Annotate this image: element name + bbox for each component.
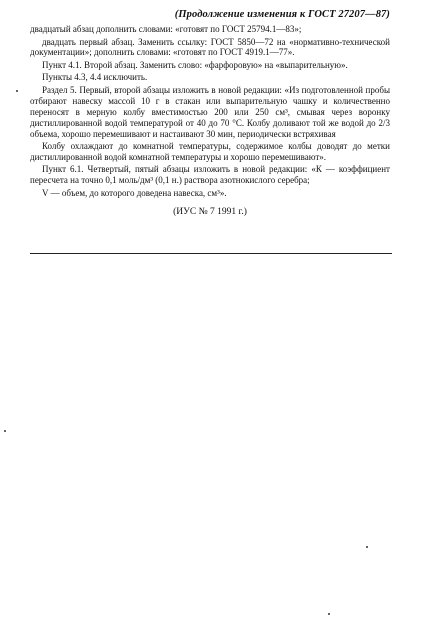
continuation-header: (Продолжение изменения к ГОСТ 27207—87) [174,9,390,20]
paragraph-twentieth: двадцатый абзац дополнить словами: «готовят по ГОСТ 25794.1—83»; [30,24,302,34]
amendment-text [30,24,390,218]
paragraph-clause-6-1: Пункт 6.1. Четвертый, пятый абзацы изложить в новой редакции: «К — коэффициент пересчета на точно 0,1 моль/дм³ (0,1 н.) раствора азотнокислого серебра; [30,164,390,186]
paragraph-clause-4-1: Пункт 4.1. Второй абзац. Заменить слово: «фарфоровую» на «выпарительную». [42,59,348,70]
horizontal-rule [30,253,392,254]
paragraph-section-5: Раздел 5. Первый, второй абзацы изложить в новой редакции: «Из подготовленной пробы отбирают навеску массой 10 г в стакан или выпарительную чашку и количественно переносят в мерную колбу вместимостью 200 или 250 см³, смывая через воронку дистиллированной водой температурой от 40 до 70 °С. Колбу доливают той же водой до 2/3 объема, хорошо перемешивают и настаивают 30 мин, периодически встряхивая [30,84,390,139]
paragraph-twenty-first: двадцать первый абзац. Заменить ссылку: ГОСТ 5850—72 на «нормативно-технической документации»; дополнить словами: «готовят по ГОСТ 4919.1—77». [30,36,390,58]
paragraph-cooling: Колбу охлаждают до комнатной температуры, содержимое колбы доводят до метки дистиллированной водой комнатной температуры и хорошо перемешивают». [30,141,390,162]
ius-reference: (ИУС № 7 1991 г.) [173,206,247,217]
paragraph-volume: V — объем, до которого доведена навеска, см³». [42,187,227,198]
scan-speck [366,546,368,548]
paragraph-clauses-4-3-4-4: Пункты 4.3, 4.4 исключить. [42,72,148,83]
scan-speck [4,430,6,432]
scan-speck [328,613,330,615]
scan-speck [16,90,18,92]
